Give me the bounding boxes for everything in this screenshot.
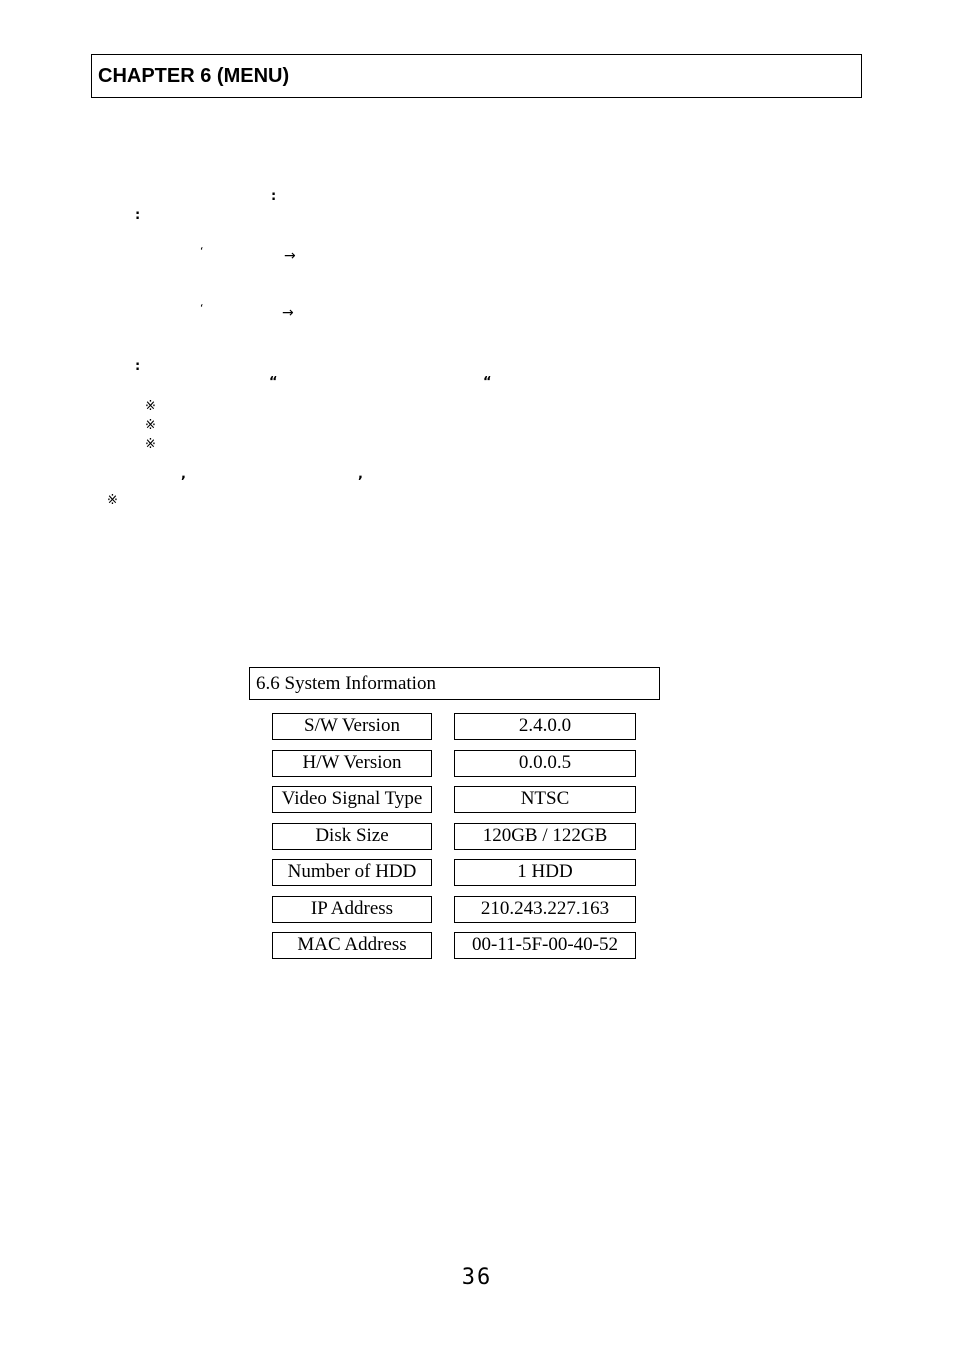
chapter-header-box [91,54,862,98]
stray-quote: “ [483,375,492,390]
stray-quote: ‘ [200,245,204,258]
info-value: 0.0.0.5 [454,750,636,777]
info-row-mac-address [272,932,636,959]
info-label: Video Signal Type [272,786,432,813]
info-value: NTSC [454,786,636,813]
info-value: 1 HDD [454,859,636,886]
info-value: 210.243.227.163 [454,896,636,923]
arrow-icon: → [282,305,294,321]
info-row-number-of-hdd [272,859,636,886]
stray-comma: , [358,467,363,482]
info-row-sw-version [272,713,636,740]
info-row-disk-size [272,823,636,850]
info-label: MAC Address [272,932,432,959]
page-number: 36 [461,1265,493,1290]
arrow-icon: → [284,248,296,264]
stray-colon: : [135,208,141,223]
stray-quote: “ [269,375,278,390]
stray-comma: , [181,467,186,482]
info-value: 00-11-5F-00-40-52 [454,932,636,959]
info-row-ip-address [272,896,636,923]
system-information-header [249,667,660,700]
stray-colon: : [135,359,141,374]
info-row-video-signal-type [272,786,636,813]
reference-mark-icon: ※ [145,399,156,414]
reference-mark-icon: ※ [145,437,156,452]
info-label: Number of HDD [272,859,432,886]
reference-mark-icon: ※ [107,493,118,508]
stray-colon: : [271,189,277,204]
system-information-table [272,713,636,969]
stray-quote: ‘ [200,302,204,315]
chapter-title: CHAPTER 6 (MENU) [98,65,290,87]
info-value: 120GB / 122GB [454,823,636,850]
reference-mark-icon: ※ [145,418,156,433]
info-label: H/W Version [272,750,432,777]
info-label: S/W Version [272,713,432,740]
info-row-hw-version [272,750,636,777]
info-value: 2.4.0.0 [454,713,636,740]
info-label: IP Address [272,896,432,923]
system-information-title: 6.6 System Information [256,673,436,694]
info-label: Disk Size [272,823,432,850]
